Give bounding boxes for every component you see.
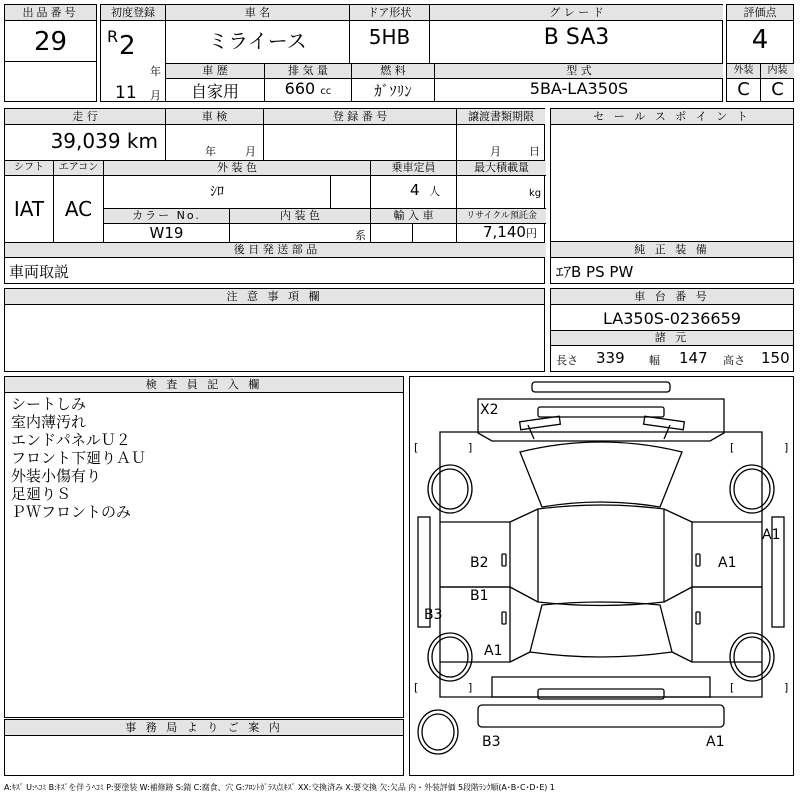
diagram-mark: A1 (484, 643, 503, 659)
diagram-mark: B2 (470, 555, 489, 571)
score: 4 (751, 25, 769, 55)
vehicle-details-box (4, 108, 545, 284)
car-diagram (410, 377, 793, 775)
int-color-unit: 系 (355, 229, 366, 242)
car-diagram-box (409, 376, 794, 776)
mileage (51, 129, 158, 153)
fuel-label: 燃 料 (352, 64, 434, 78)
diagram-bracket: ] (468, 681, 473, 694)
diagram-mark: A1 (718, 555, 737, 571)
later-parts-label: 後 日 発 送 部 品 (5, 243, 546, 257)
shift-label: シフト (5, 161, 53, 175)
shift: IAT (13, 197, 45, 221)
mileage-label: 走 行 (5, 109, 165, 124)
inspector-line: シートしみ (11, 395, 87, 413)
capacity (410, 181, 440, 199)
specs-label: 諸 元 (551, 331, 793, 345)
import-label: 輸 入 車 (371, 209, 456, 223)
exterior-grade: C (737, 79, 750, 100)
equipment-label: 純 正 装 備 (551, 242, 793, 258)
lot-number-label: 出品番号 (5, 5, 96, 21)
first-reg-label: 初度登録 (101, 5, 165, 21)
exterior-label: 外装 (727, 64, 760, 78)
reg-no-label: 登 録 番 号 (264, 109, 456, 124)
diagram-bracket: [ (414, 681, 419, 694)
length: 339 (596, 349, 625, 367)
diagram-bracket: [ (730, 441, 735, 454)
score-box (726, 4, 794, 102)
inspector-line: 足廻りＳ (11, 485, 72, 503)
inspector-notes (11, 395, 146, 521)
notes-box (4, 288, 545, 372)
office-box (4, 719, 404, 776)
recycle (483, 223, 537, 241)
diagram-bracket: ] (468, 441, 473, 454)
later-parts: 車両取説 (9, 263, 70, 281)
model: 5BA-LA350S (529, 79, 629, 98)
recycle-unit: 円 (525, 227, 537, 240)
displacement-unit: cc (320, 86, 332, 97)
int-color-label: 内 装 色 (230, 209, 370, 223)
chassis-label: 車 台 番 号 (551, 289, 793, 305)
recycle-value: 7,140 (483, 223, 526, 241)
interior-label: 内装 (761, 64, 794, 78)
inspection-year-unit: 年 (205, 145, 216, 158)
diagram-bracket: [ (414, 441, 419, 454)
legend: A:ｷｽﾞ U:ﾍｺﾐ B:ｷｽﾞを伴うﾍｺﾐ P:要塗装 W:補修跡 S:錆 C:腐食、穴 G:ﾌﾛﾝﾄｶﾞﾗｽ点ｷｽﾞ XX:交換済み X:要交換 欠:欠品 内・外装評価 5段階ﾗﾝｸ順(A･B･C･D･E) 1 (4, 783, 555, 792)
first-registration-box (100, 4, 166, 102)
mileage-unit: km (126, 129, 158, 153)
color-no: W19 (149, 224, 184, 242)
capacity-unit: 人 (429, 185, 441, 198)
history-label: 車 歴 (166, 64, 264, 78)
sales-point-label: セ ー ル ス ポ イ ン ト (551, 109, 793, 125)
height-label: 高さ (723, 354, 745, 367)
width: 147 (679, 349, 708, 367)
diagram-mark: B3 (482, 734, 501, 750)
inspector-label: 検 査 員 記 入 欄 (5, 377, 403, 393)
era: R (107, 27, 119, 46)
diagram-mark: X2 (480, 402, 499, 418)
inspector-box (4, 376, 404, 718)
diagram-mark: B3 (424, 607, 443, 623)
fuel: ｶﾞｿﾘﾝ (374, 82, 412, 100)
inspector-line: フロント下廻りＡＵ (11, 449, 147, 467)
lot-number: 29 (33, 27, 68, 57)
car-info-box (165, 4, 723, 102)
height: 150 (761, 349, 790, 367)
model-label: 型 式 (435, 64, 723, 78)
ext-color: ｼﾛ (210, 184, 224, 200)
lot-number-box (4, 4, 97, 102)
sales-point-box (550, 108, 794, 242)
width-label: 幅 (649, 354, 660, 367)
interior-grade: C (771, 79, 784, 100)
reg-month: 11 (115, 83, 137, 103)
transfer-day-unit: 日 (529, 145, 540, 158)
inspector-line: ＰＷフロントのみ (11, 503, 132, 521)
recycle-label: リサイクル預託金 (457, 209, 546, 223)
doors-label: ドア形状 (350, 5, 429, 20)
score-label: 評価点 (727, 5, 793, 21)
inspector-line: 外装小傷有り (11, 467, 102, 485)
grade-label: グ レ ー ド (430, 5, 723, 20)
ac-label: エアコン (54, 161, 103, 175)
diagram-bracket: ] (784, 441, 789, 454)
diagram-mark: A1 (762, 527, 781, 543)
car-name: ミライース (208, 29, 307, 53)
reg-year: 2 (119, 31, 136, 61)
capacity-label: 乗車定員 (371, 161, 456, 175)
chassis-box (550, 288, 794, 372)
month-unit: 月 (150, 89, 161, 102)
inspection-label: 車 検 (166, 109, 263, 124)
displacement-label: 排 気 量 (265, 64, 351, 78)
equipment-box (550, 241, 794, 284)
diagram-mark: A1 (706, 734, 725, 750)
color-no-label: カラー No. (104, 209, 229, 223)
max-load-unit: kg (529, 188, 542, 199)
transfer-label: 譲渡書類期限 (457, 109, 545, 124)
inspector-line: 室内薄汚れ (11, 413, 87, 431)
equipment: ｴｱB PS PW (556, 263, 634, 281)
chassis-number: LA350S-0236659 (603, 309, 741, 328)
transfer-month-unit: 月 (490, 145, 501, 158)
car-name-label: 車 名 (166, 5, 349, 20)
mileage-value: 39,039 (50, 129, 121, 153)
diagram-bracket: ] (784, 681, 789, 694)
history: 自家用 (190, 82, 239, 101)
ext-color-label: 外 装 色 (104, 161, 370, 175)
ac: AC (64, 197, 93, 221)
inspector-line: エンドパネルＵ２ (11, 431, 131, 449)
notes-label: 注 意 事 項 欄 (5, 289, 544, 305)
capacity-value: 4 (410, 181, 420, 199)
year-unit: 年 (150, 65, 161, 78)
diagram-mark: B1 (470, 588, 489, 604)
max-load-label: 最大積載量 (457, 161, 546, 175)
displacement-value: 660 (284, 79, 316, 98)
doors: 5HB (368, 25, 411, 49)
displacement (265, 79, 351, 98)
diagram-bracket: [ (730, 681, 735, 694)
length-label: 長さ (556, 354, 578, 367)
office-label: 事 務 局 よ り ご 案 内 (5, 720, 403, 736)
grade: B SA3 (543, 25, 610, 50)
inspection-month-unit: 月 (245, 145, 256, 158)
